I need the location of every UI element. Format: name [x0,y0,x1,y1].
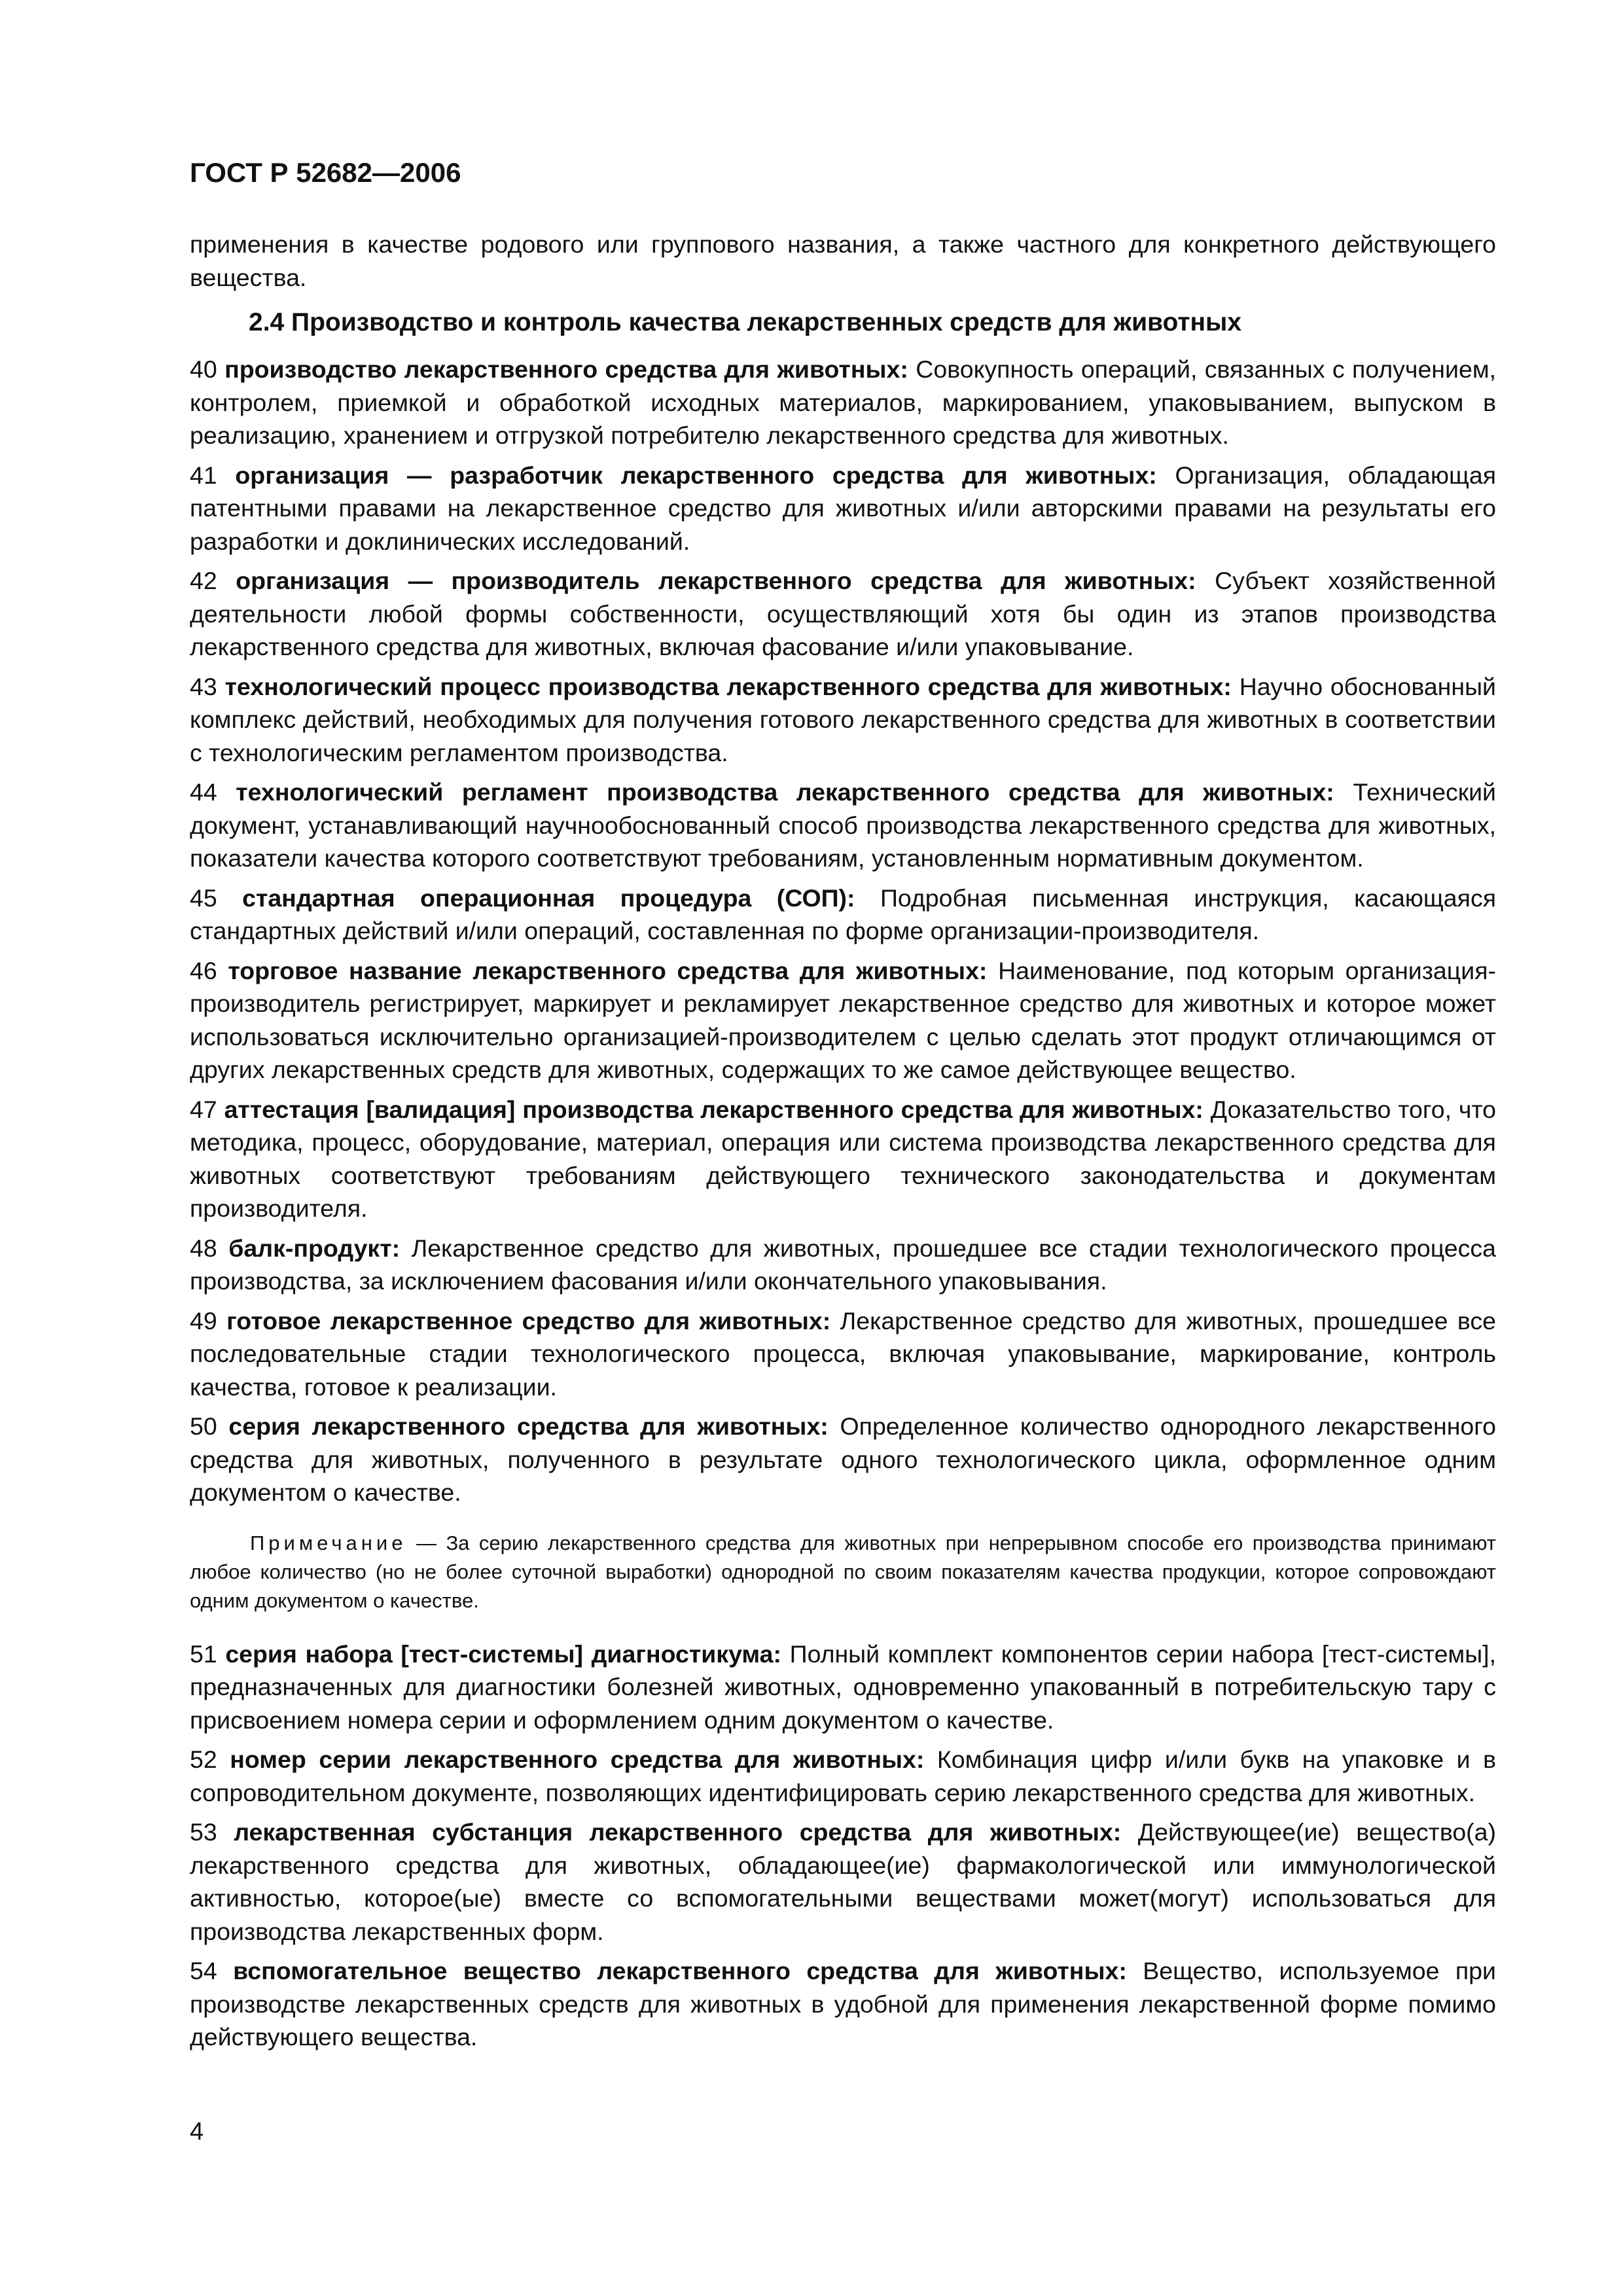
term-entry [190,882,1496,948]
term-definition: Совокупность операций, связанных с получением, контролем, приемкой и обработкой исходных материалов, маркированием, упаковыванием, выпуском в реализацию, хранением и отгрузкой потребителю лекарственного средства для животных. [190,355,1497,449]
page-content [190,228,1496,2060]
term-number: 46 [190,956,217,984]
term-entry [190,1638,1496,1737]
term-number: 52 [190,1746,217,1773]
term-title: организация — разработчик лекарственного средства для животных: [235,461,1157,489]
document-header: ГОСТ Р 52682—2006 [190,157,461,188]
term-definition: Определенное количество однородного лекарственного средства для животных, полученного в результате одного технологического цикла, оформленное одним документом о качестве. [190,1412,1496,1506]
term-definition: Наименование, под которым организация-производитель регистрирует, маркирует и рекламирует лекарственное средство для животных и которое может использоваться исключительно организацией-производителем с целью сделать этот продукт отличающимся от других лекарственных средств для животных, содержащих то же самое действующее вещество. [190,956,1497,1083]
term-title: технологический процесс производства лекарственного средства для животных: [224,672,1232,700]
terms-list-a [190,353,1496,1509]
terms-list-b [190,1638,1496,2054]
term-number: 53 [190,1818,217,1846]
term-title: торговое название лекарственного средства для животных: [228,956,988,984]
term-number: 47 [190,1095,217,1123]
term-entry [190,1304,1496,1404]
term-entry [190,776,1496,875]
term-entry [190,1093,1496,1225]
term-title: номер серии лекарственного средства для животных: [230,1746,925,1773]
term-number: 54 [190,1957,217,1984]
term-entry [190,954,1496,1086]
term-entry [190,1232,1496,1298]
term-number: 43 [190,672,217,700]
term-number: 49 [190,1306,217,1335]
term-number: 42 [190,567,217,594]
term-title: производство лекарственного средства для животных: [224,355,908,383]
term-number: 41 [190,461,217,489]
term-number: 50 [190,1412,217,1440]
term-title: технологический регламент производства лекарственного средства для животных: [236,778,1334,806]
term-definition: Вещество, используемое при производстве лекарственных средств для животных в удобной для применения лекарственной форме помимо действующего вещества. [190,1957,1496,2051]
term-entry [190,353,1496,452]
term-number: 51 [190,1640,217,1668]
term-number: 40 [190,355,217,383]
term-definition: Субъект хозяйственной деятельности любой формы собственности, осуществляющий хотя бы один из этапов производства лекарственного средства для животных, включая фасование и/или упаковывание. [190,567,1497,660]
intro-paragraph: применения в качестве родового или группового названия, а также частного для конкретного действующего вещества. [190,230,1496,291]
term-title: организация — производитель лекарственного средства для животных: [236,567,1196,594]
term-number: 48 [190,1234,217,1262]
note-paragraph [190,1529,1496,1615]
term-entry [190,459,1496,558]
term-definition: Доказательство того, что методика, процесс, оборудование, материал, операция или система производства лекарственного средства для животных соответствуют требованиям действующего технического законодательства и документам производителя. [190,1095,1496,1222]
term-title: готовое лекарственное средство для животных: [226,1306,831,1335]
term-definition: Комбинация цифр и/или букв на упаковке и в сопроводительном документе, позволяющих идентифицировать серию лекарственного средства для животных. [190,1746,1496,1806]
term-number: 45 [190,884,217,912]
term-entry [190,1954,1496,2054]
term-definition: Действующее(ие) вещество(а) лекарственного средства для животных, обладающее(ие) фармакологической или иммунологической активностью, которое(ые) вместе со вспомогательными веществами может(могут) использоваться для производства лекарственных форм. [190,1818,1497,1945]
page-number: 4 [190,2118,204,2145]
term-title: балк-продукт: [228,1234,401,1262]
section-heading: 2.4 Производство и контроль качества лекарственных средств для животных [249,308,1242,336]
term-title: серия набора [тест-системы] диагностикума: [225,1640,782,1668]
term-title: стандартная операционная процедура (СОП): [242,884,855,912]
term-entry [190,1410,1496,1509]
term-title: вспомогательное вещество лекарственного средства для животных: [233,1957,1127,1984]
term-number: 44 [190,778,217,806]
term-definition: Технический документ, устанавливающий научнообоснованный способ производства лекарственного средства для животных, показатели качества которого соответствуют требованиям, установленным нормативным документом. [190,778,1496,872]
note-label: Примечание [250,1531,407,1554]
term-definition: Лекарственное средство для животных, прошедшее все стадии технологического процесса производства, за исключением фасования и/или окончательного упаковывания. [190,1234,1496,1295]
term-entry [190,1743,1496,1809]
term-entry [190,1816,1496,1948]
term-definition: Полный комплект компонентов серии набора [тест-системы], предназначенных для диагностики болезней животных, одновременно упакованный в потребительскую тару с присвоением номера серии и оформлением одним документом о качестве. [190,1640,1496,1734]
term-definition: Подробная письменная инструкция, касающаяся стандартных действий и/или операций, составленная по форме организации-производителя. [190,884,1496,944]
term-title: лекарственная субстанция лекарственного средства для животных: [234,1818,1122,1846]
term-definition: Организация, обладающая патентными правами на лекарственное средство для животных и/или авторскими правами на результаты его разработки и доклинических исследований. [190,461,1497,555]
term-title: серия лекарственного средства для животных: [228,1412,829,1440]
term-entry [190,670,1496,770]
term-title: аттестация [валидация] производства лекарственного средства для животных: [224,1095,1204,1123]
term-definition: Лекарственное средство для животных, прошедшее все последовательные стадии технологического процесса, включая упаковывание, маркирование, контроль качества, готовое к реализации. [190,1306,1496,1401]
note-text: — За серию лекарственного средства для животных при непрерывном способе его производства принимают любое количество (но не более суточной выработки) однородной по своим показателям качества продукции, которое сопровождают одним документом о качестве. [190,1531,1496,1612]
term-definition: Научно обоснованный комплекс действий, необходимых для получения готового лекарственного средства для животных в соответствии с технологическим регламентом производства. [190,672,1496,766]
term-entry [190,564,1496,664]
